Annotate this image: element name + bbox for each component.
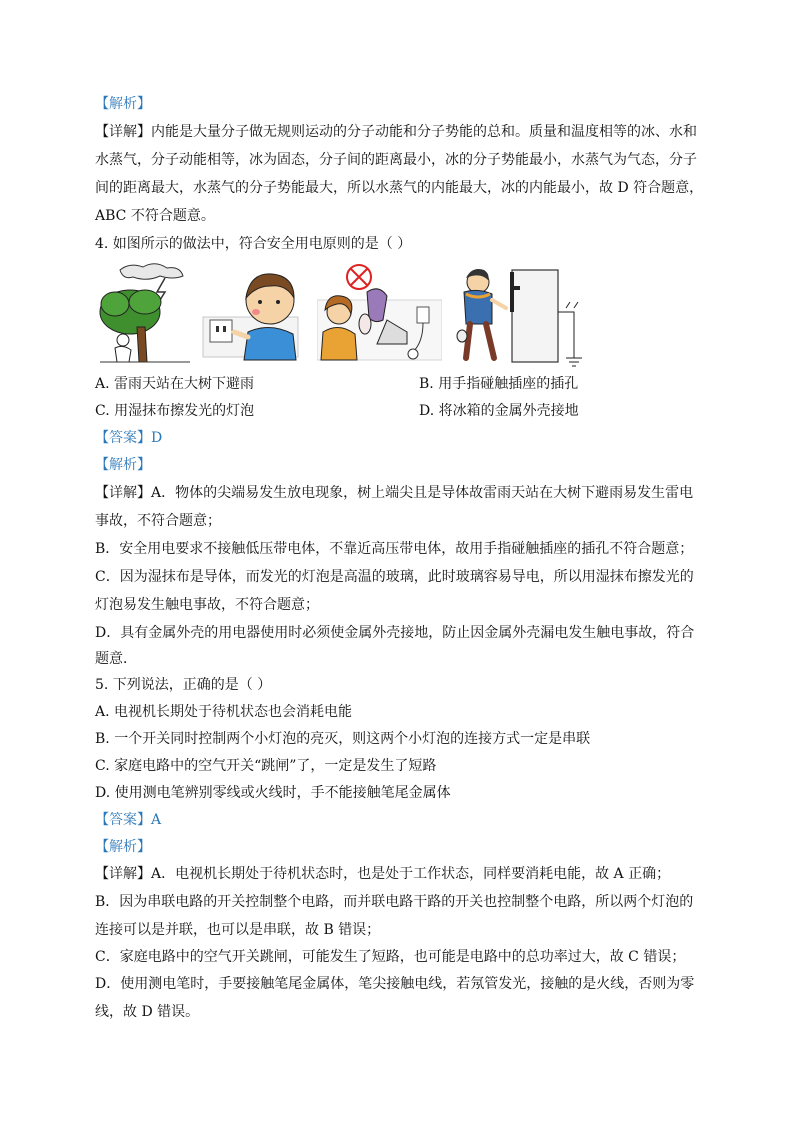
question-4-figures: [95, 262, 595, 367]
option-c: C. 家庭电路中的空气开关“跳闸”了，一定是发生了短路: [95, 758, 437, 774]
paragraph-line: 线，故 D 错误。: [95, 1004, 200, 1020]
option-b: B. 用手指碰触插座的插孔: [419, 376, 579, 392]
answer-label: 【答案】D: [95, 430, 163, 446]
paragraph-line: B．因为串联电路的开关控制整个电路，而并联电路干路的开关也控制整个电路，所以两个灯泡的: [95, 894, 694, 910]
option-a: A. 电视机长期处于待机状态也会消耗电能: [95, 704, 353, 720]
paragraph-line: 【详解】A．电视机长期处于待机状态时，也是处于工作状态，同样要消耗电能，故 A 正确；: [95, 866, 671, 882]
tree-lightning-icon: [95, 262, 195, 367]
paragraph-line: D．具有金属外壳的用电器使用时必须使金属外壳接地，防止因金属外壳漏电发生触电事故，符合: [95, 625, 695, 641]
paragraph-line: 水蒸气，分子动能相等，冰为固态，分子间的距离最小，冰的分子势能最小，水蒸气为气态，分子: [95, 152, 697, 168]
analysis-heading: 【解析】: [95, 96, 151, 112]
paragraph-line: C．家庭电路中的空气开关跳闸，可能发生了短路，也可能是电路中的总功率过大，故 C 错误；: [95, 949, 686, 965]
paragraph-line: C．因为湿抹布是导体，而发光的灯泡是高温的玻璃，此时玻璃容易导电，所以用湿抹布擦发光的: [95, 569, 694, 585]
fridge-grounded-icon: [450, 262, 595, 367]
paragraph-line: B．安全用电要求不接触低压带电体，不靠近高压带电体，故用手指碰触插座的插孔不符合题意；: [95, 541, 694, 557]
option-d: D. 使用测电笔辨别零线或火线时，手不能接触笔尾金属体: [95, 785, 451, 801]
paragraph-line: 连接可以是并联，也可以是串联，故 B 错误；: [95, 922, 381, 938]
analysis-heading: 【解析】: [95, 457, 151, 473]
answer-label: 【答案】A: [95, 812, 162, 828]
child-touching-socket-icon: [198, 262, 303, 367]
wiping-lamp-icon: [317, 262, 442, 367]
paragraph-line: ABC 不符合题意。: [95, 208, 215, 224]
option-c: C. 用湿抹布擦发光的灯泡: [95, 403, 255, 419]
paragraph-line: 灯泡易发生触电事故，不符合题意；: [95, 597, 319, 613]
paragraph-line: 【详解】A．物体的尖端易发生放电现象，树上端尖且是导体故雷雨天站在大树下避雨易发生雷电: [95, 485, 694, 501]
paragraph-line: 间的距离最大，水蒸气的分子势能最大，所以水蒸气的内能最大，冰的内能最小，故 D 符合题意，: [95, 180, 704, 196]
paragraph-line: D．使用测电笔时，手要接触笔尾金属体，笔尖接触电线，若氖管发光，接触的是火线，否则为零: [95, 976, 695, 992]
paragraph-line: 题意．: [95, 651, 137, 667]
question-5-stem: 5. 下列说法，正确的是（ ）: [95, 677, 272, 693]
paragraph-line: 【详解】内能是大量分子做无规则运动的分子动能和分子势能的总和。质量和温度相等的冰、水和: [95, 124, 697, 140]
paragraph-line: 事故，不符合题意；: [95, 513, 221, 529]
analysis-heading: 【解析】: [95, 839, 151, 855]
question-4-stem: 4. 如图所示的做法中，符合安全用电原则的是（ ）: [95, 236, 412, 252]
option-b: B. 一个开关同时控制两个小灯泡的亮灭，则这两个小灯泡的连接方式一定是串联: [95, 731, 591, 747]
option-a: A. 雷雨天站在大树下避雨: [95, 376, 255, 392]
option-d: D. 将冰箱的金属外壳接地: [419, 403, 579, 419]
